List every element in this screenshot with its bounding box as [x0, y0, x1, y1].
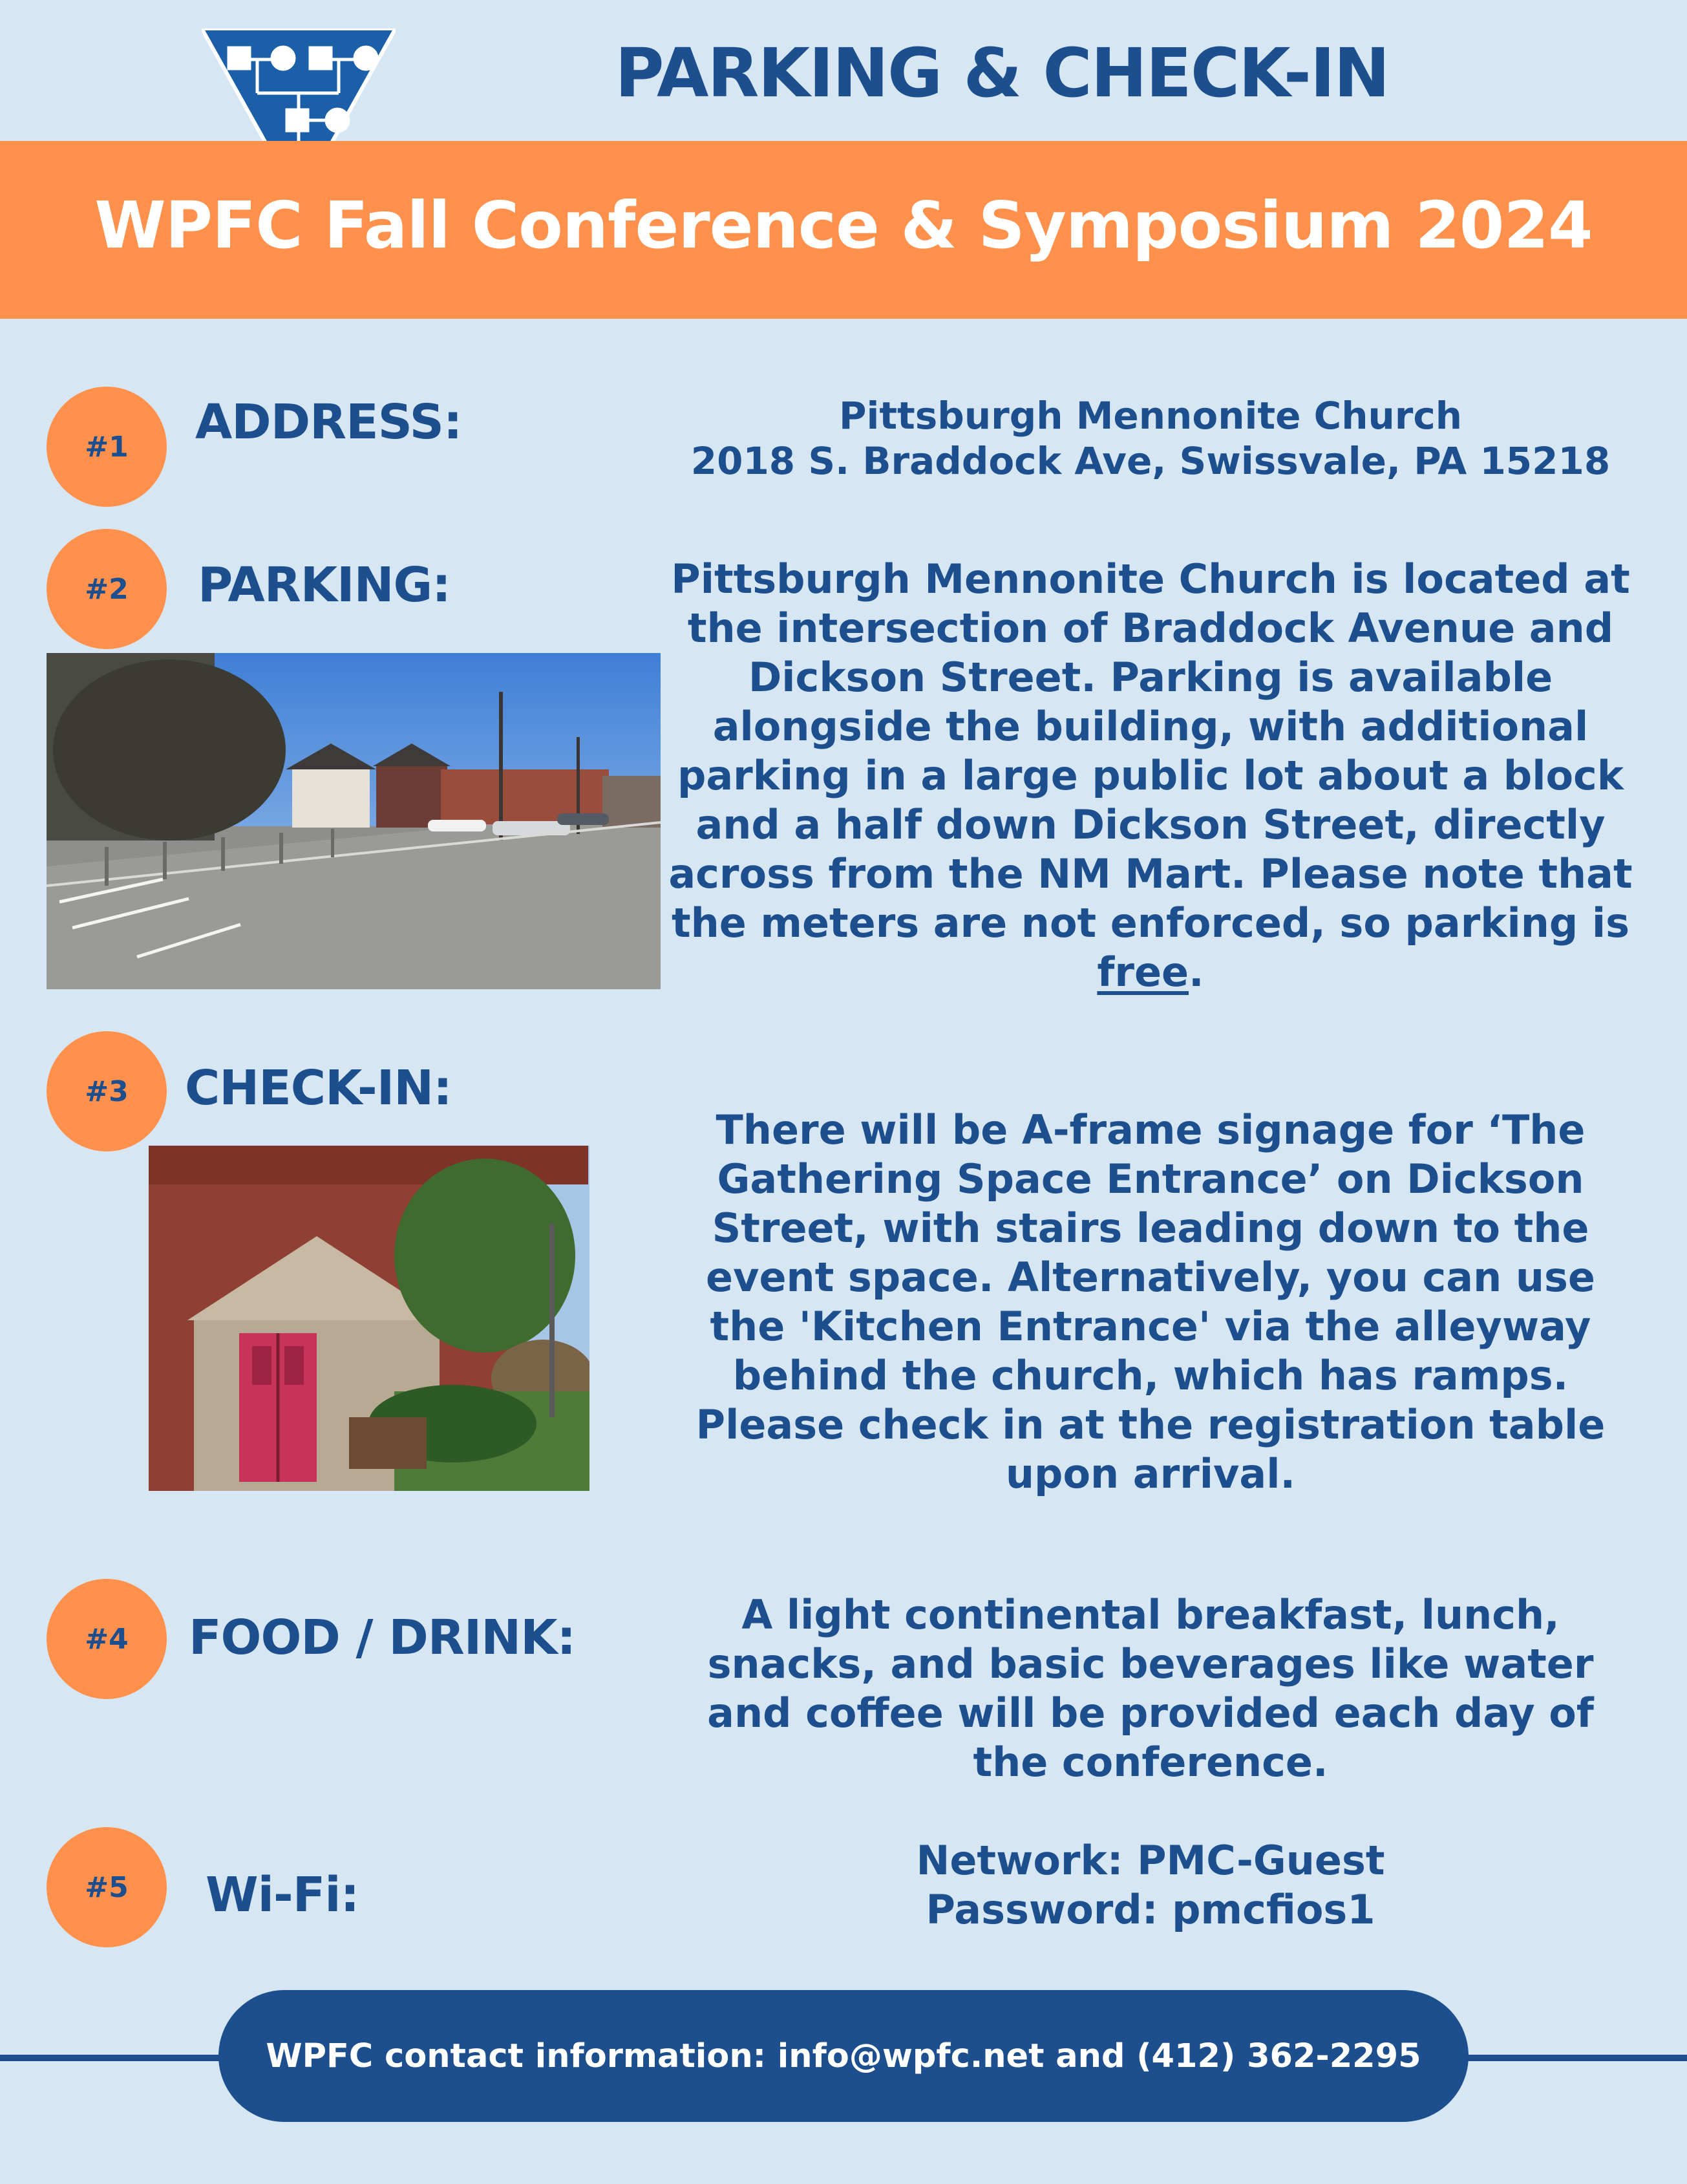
step-badge-3: #3 — [47, 1031, 167, 1151]
checkin-text: There will be A-frame signage for ‘The Gathering Space Entrance’ on Dickson Street, with stairs leading down to the event space. Alternatively, you can use the 'Kitchen Entrance' via the alleyway behind the church, which has ramps. Please check in at the registration table upon arrival. — [695, 1106, 1606, 1497]
address-line-2: 2018 S. Braddock Ave, Swissvale, PA 15218 — [690, 439, 1611, 483]
address-line-1: Pittsburgh Mennonite Church — [838, 394, 1463, 438]
contact-footer — [218, 1990, 1469, 2122]
wifi-network: Network: PMC-Guest — [916, 1837, 1385, 1884]
church-entrance-photo — [149, 1146, 589, 1491]
wifi-label: Wi-Fi: — [206, 1867, 359, 1923]
page-title: PARKING & CHECK-IN — [615, 34, 1389, 112]
parking-text-end: . — [1189, 948, 1204, 996]
step-badge-2: #2 — [47, 529, 167, 649]
parking-text — [666, 555, 1635, 997]
wifi-password: Password: pmcfios1 — [926, 1886, 1375, 1933]
checkin-label: CHECK-IN: — [185, 1060, 452, 1116]
wifi-text — [672, 1836, 1629, 1934]
contact-information: WPFC contact information: info@wpfc.net and (412) 362-2295 — [266, 2037, 1421, 2075]
address-label: ADDRESS: — [195, 394, 462, 450]
food-drink-text: A light continental breakfast, lunch, snacks, and basic beverages like water and coffee will be provided each day of the conference. — [707, 1591, 1594, 1786]
parking-text-main: Pittsburgh Mennonite Church is located at the intersection of Braddock Avenue and Dickson Street. Parking is available alongside the building, with additional parking in a large public lot about a block and a half down Dickson Street, directly across from the NM Mart. Please note that the meters are not enforced, so parking is — [668, 555, 1633, 947]
food-drink-label: FOOD / DRINK: — [189, 1610, 576, 1665]
address-text — [666, 393, 1635, 484]
step-badge-4: #4 — [47, 1579, 167, 1699]
parking-lot-photo — [47, 653, 661, 989]
free-parking-emphasis: free — [1097, 948, 1189, 996]
step-badge-5: #5 — [47, 1827, 167, 1947]
parking-label: PARKING: — [198, 557, 451, 613]
step-badge-1: #1 — [47, 387, 167, 507]
event-title: WPFC Fall Conference & Symposium 2024 — [94, 187, 1593, 263]
